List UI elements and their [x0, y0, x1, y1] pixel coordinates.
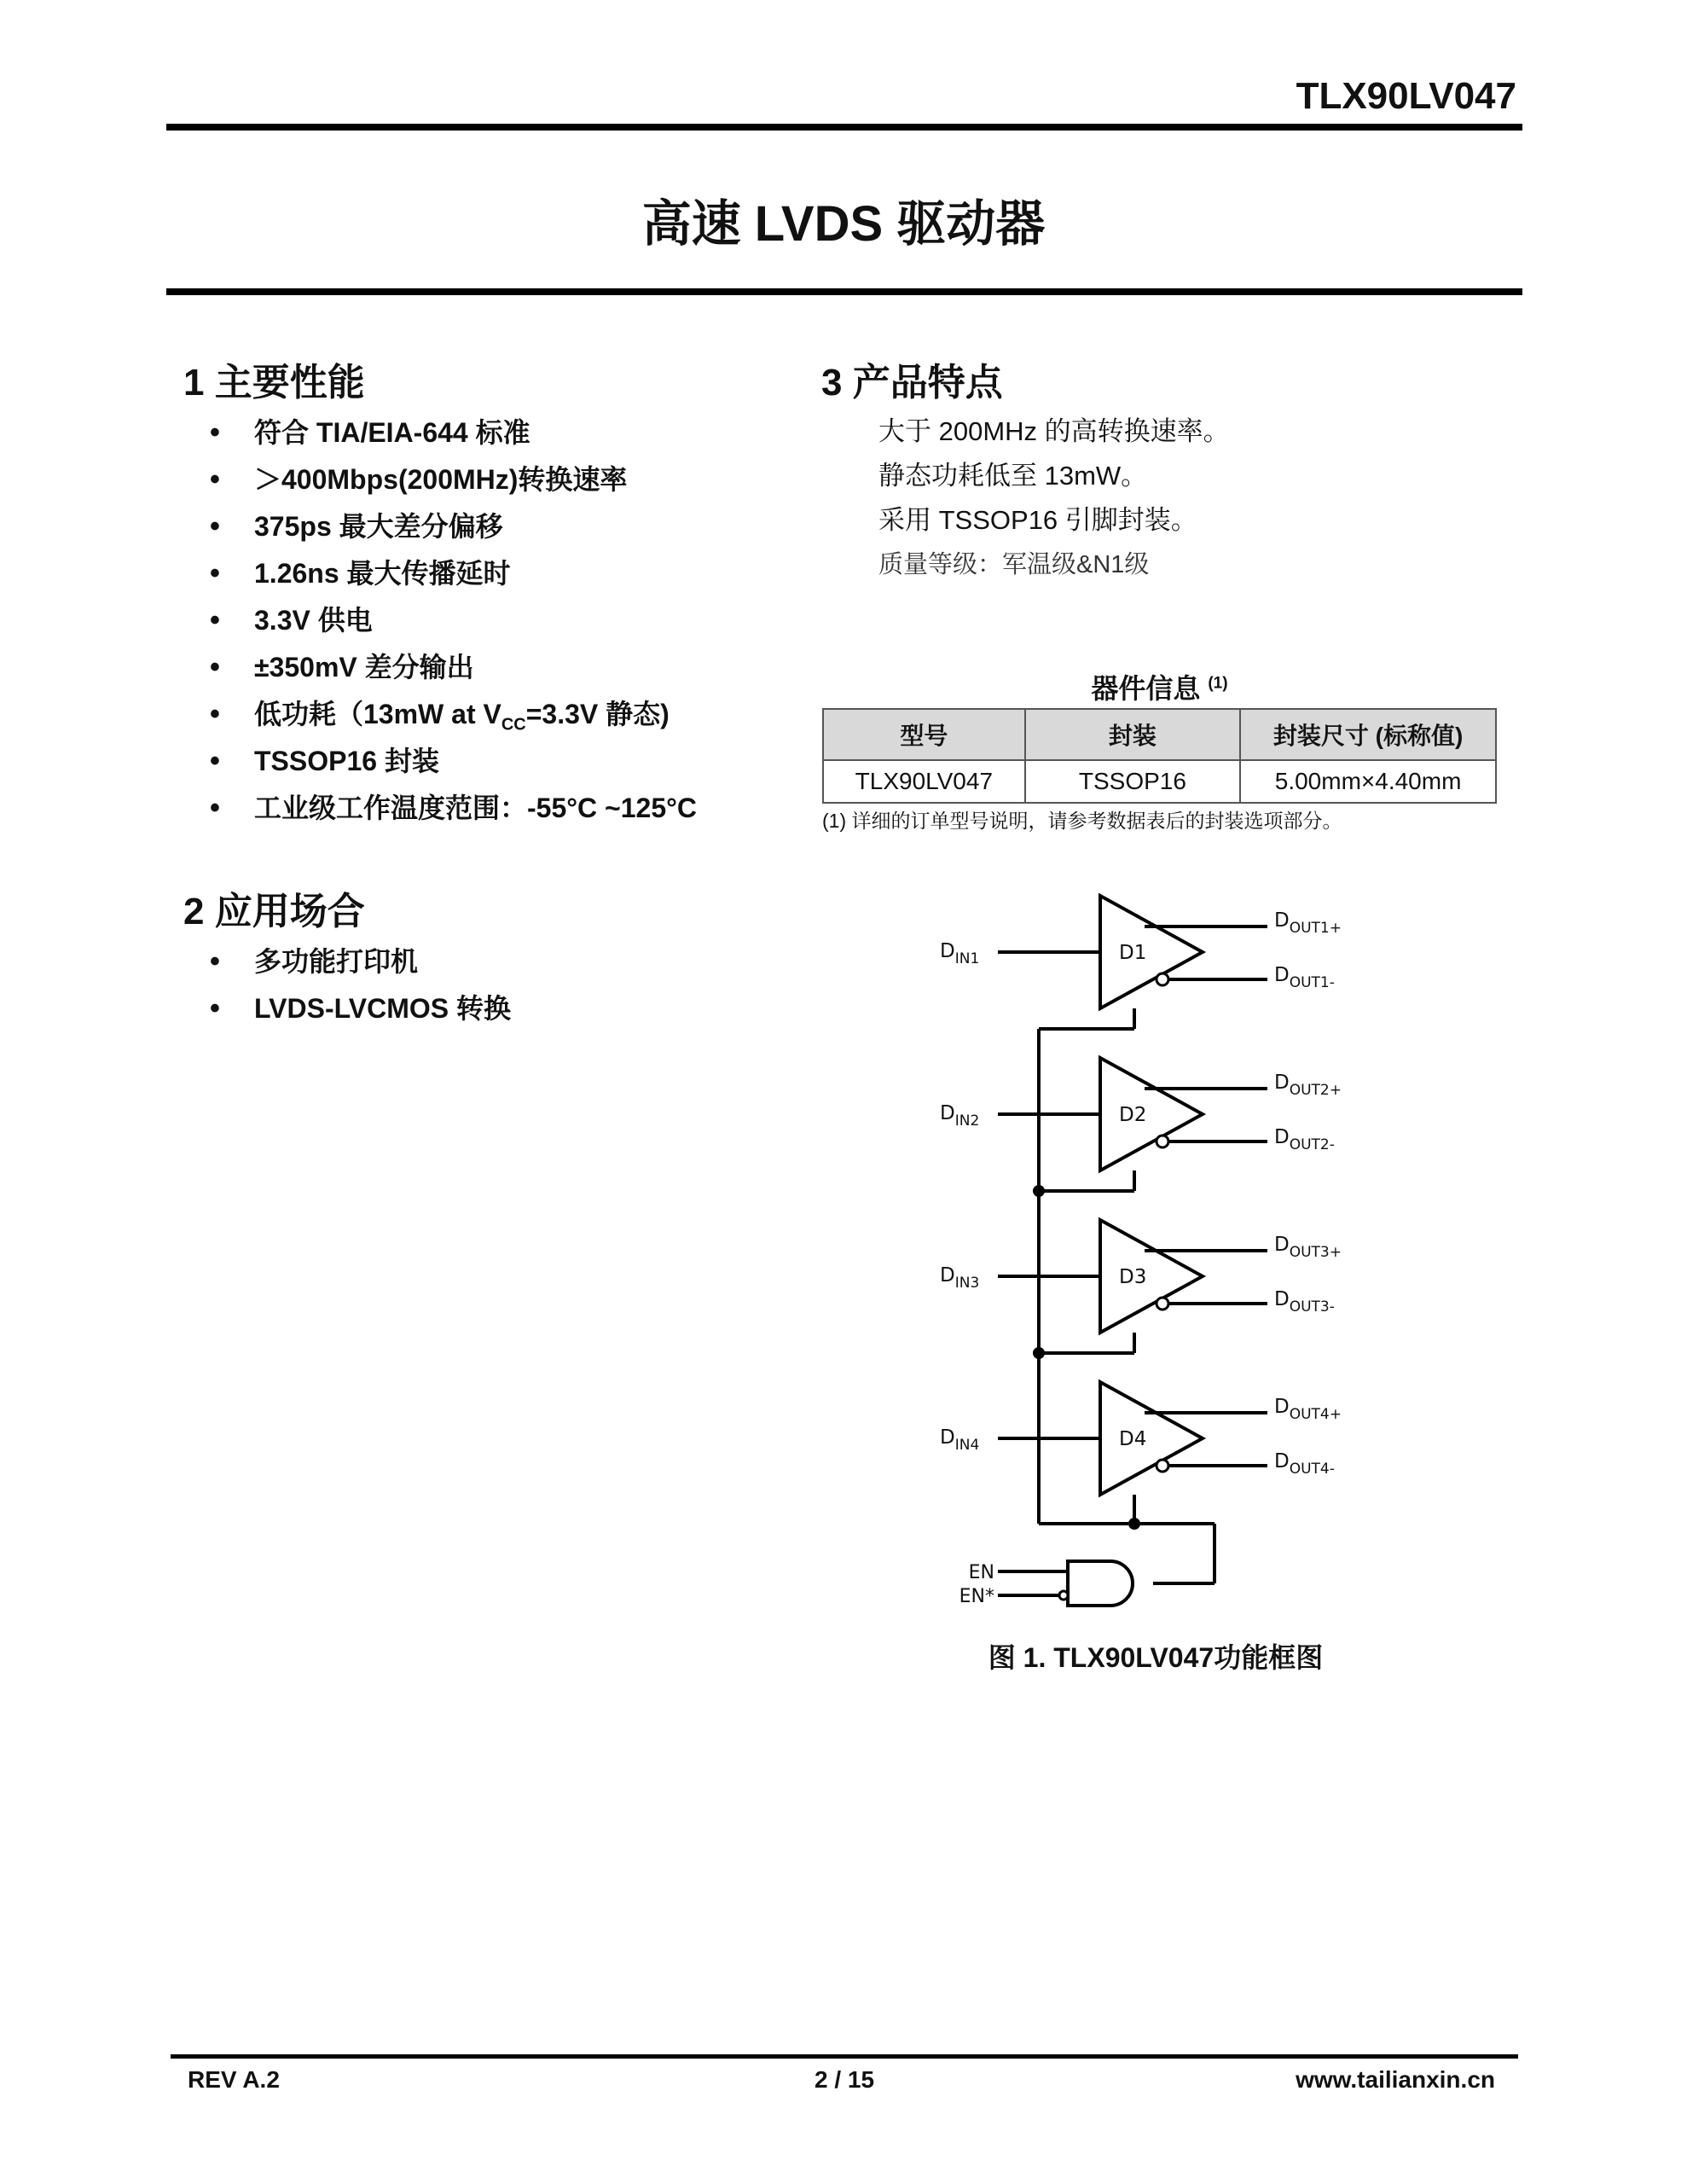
output-pos-label: $D_{OUT2+}$: [1274, 1072, 1342, 1099]
table-header-cell: 封装: [1025, 709, 1240, 760]
and-gate-symbol: [1068, 1561, 1133, 1606]
input-label: $D_{IN2}$: [940, 1102, 980, 1130]
output-pos-label: $D_{OUT3+}$: [1274, 1234, 1342, 1261]
junction-dot: [1033, 1347, 1045, 1359]
list-item: • 1.26ns 最大传播延时: [210, 557, 511, 590]
list-item: • 多功能打印机: [210, 945, 419, 978]
driver-2: [940, 1058, 1342, 1170]
driver-label: D4: [1119, 1428, 1147, 1450]
input-label: $D_{IN4}$: [940, 1426, 980, 1454]
list-item: • 3.3V 供电: [210, 604, 373, 636]
driver-3: [940, 1220, 1342, 1333]
footer-revision: REV A.2: [188, 2066, 280, 2093]
list-item: • LVDS-LVCMOS 转换: [210, 992, 512, 1025]
junction-dot: [1128, 1518, 1140, 1530]
output-neg-label: $D_{OUT4-}$: [1274, 1450, 1335, 1478]
input-label: $D_{IN1}$: [940, 940, 980, 967]
list-item: • ＞400Mbps(200MHz)转换速率: [210, 463, 628, 496]
table-header-cell: 封装尺寸 (标称值): [1240, 709, 1496, 760]
output-pos-label: $D_{OUT4+}$: [1274, 1396, 1342, 1423]
page-title: 高速 LVDS 驱动器: [641, 196, 1046, 252]
driver-4: [940, 1382, 1342, 1495]
inversion-bubble: [1157, 1460, 1168, 1472]
section-features-title: 3 产品特点: [821, 362, 1003, 404]
driver-label: D1: [1119, 942, 1147, 964]
driver-triangle: [1100, 1058, 1203, 1170]
part-number-header: TLX90LV047: [1296, 75, 1516, 117]
functional-block-diagram: [930, 879, 1373, 1629]
output-neg-label: $D_{OUT3-}$: [1274, 1288, 1335, 1316]
enable-label: EN: [968, 1562, 994, 1583]
device-table: [822, 708, 1497, 804]
footer-rule: [171, 2054, 1518, 2059]
list-item: • 符合 TIA/EIA-644 标准: [210, 416, 530, 449]
figure-caption: 图 1. TLX90LV047功能框图: [988, 1642, 1324, 1673]
drivers-layer: [940, 896, 1342, 1495]
driver-1: [940, 896, 1342, 1008]
list-item: • 低功耗（13mW at $V_{CC}=3.3V$ 静态): [210, 698, 670, 735]
applications-list: [188, 938, 802, 1032]
section-applications-title: 2 应用场合: [183, 891, 365, 932]
list-item: • 工业级工作温度范围：-55°C ~125°C: [210, 792, 698, 824]
junction-dot: [1033, 1185, 1045, 1197]
header-rule: [166, 124, 1522, 131]
device-table-note: (1) 详细的订单型号说明，请参考数据表后的封装选项部分。: [822, 810, 1342, 832]
driver-label: D2: [1119, 1104, 1147, 1126]
table-cell: TSSOP16: [1025, 760, 1240, 803]
performance-list: [188, 410, 802, 832]
feature-item: 静态功耗低至 13mW。: [878, 461, 1148, 491]
input-label: $D_{IN3}$: [940, 1264, 980, 1292]
output-neg-label: $D_{OUT1-}$: [1274, 964, 1335, 991]
footer-page-number: 2 / 15: [814, 2066, 875, 2093]
list-item: • ±350mV 差分输出: [210, 651, 474, 683]
driver-triangle: [1100, 896, 1203, 1008]
table-row: [823, 760, 1496, 803]
inversion-bubble: [1157, 1136, 1168, 1147]
feature-item: 质量等级：军温级&N1级: [878, 551, 1150, 578]
list-item: • 375ps 最大差分偏移: [210, 510, 503, 543]
device-table-title: 器件信息 $^{(1)}$: [1091, 673, 1228, 704]
footer-website: www.tailianxin.cn: [1296, 2066, 1495, 2093]
driver-triangle: [1100, 1382, 1203, 1495]
table-header-cell: 型号: [823, 709, 1025, 760]
inversion-bubble: [1157, 1298, 1168, 1310]
inversion-bubble: [1059, 1591, 1068, 1600]
enable-label: EN*: [959, 1586, 994, 1607]
feature-item: 采用 TSSOP16 引脚封装。: [878, 505, 1197, 535]
table-cell: TLX90LV047: [823, 760, 1025, 803]
section-performance-title: 1 主要性能: [183, 362, 365, 404]
feature-item: 大于 200MHz 的高转换速率。: [878, 416, 1230, 446]
driver-triangle: [1100, 1220, 1203, 1333]
driver-label: D3: [1119, 1266, 1147, 1288]
output-pos-label: $D_{OUT1+}$: [1274, 909, 1342, 937]
output-neg-label: $D_{OUT2-}$: [1274, 1126, 1335, 1153]
inversion-bubble: [1157, 973, 1168, 985]
list-item: • TSSOP16 封装: [210, 745, 439, 777]
table-header-row: [823, 709, 1496, 760]
title-rule: [166, 288, 1522, 295]
features-list: [878, 410, 1510, 587]
table-cell: 5.00mm×4.40mm: [1240, 760, 1496, 803]
